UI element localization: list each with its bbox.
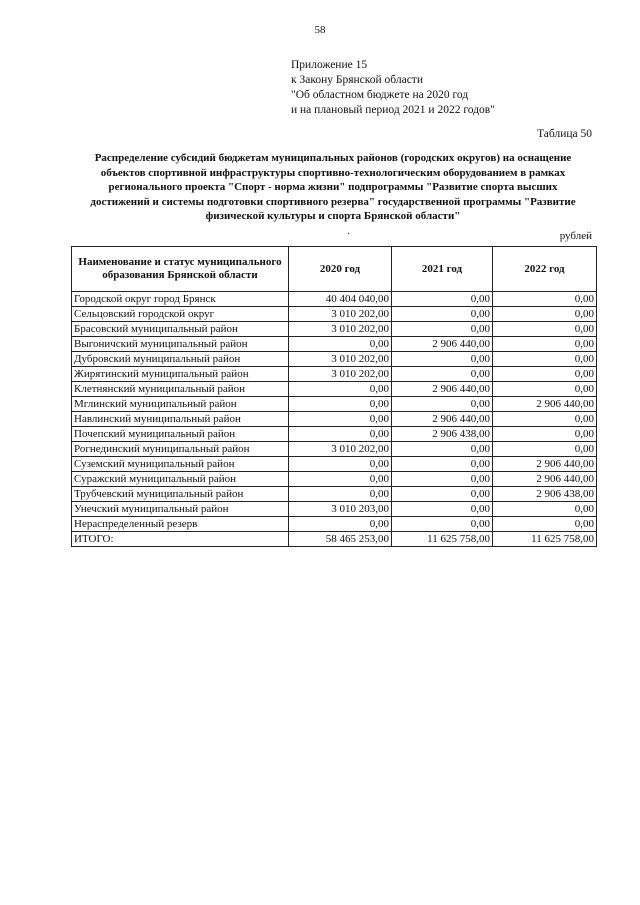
table-row [72, 307, 597, 322]
cell-2021: 0,00 [392, 367, 493, 382]
cell-2022: 0,00 [493, 352, 597, 367]
header-2021: 2021 год [392, 247, 493, 292]
cell-total-2021: 11 625 758,00 [392, 532, 493, 547]
cell-municipality: Клетнянский муниципальный район [72, 382, 289, 397]
table-header-row [72, 247, 597, 292]
cell-2020: 0,00 [289, 397, 392, 412]
cell-municipality: Нераспределенный резерв [72, 517, 289, 532]
cell-2022: 0,00 [493, 517, 597, 532]
table-row [72, 502, 597, 517]
cell-2021: 2 906 440,00 [392, 412, 493, 427]
table-label: Таблица 50 [537, 128, 592, 140]
cell-2020: 0,00 [289, 517, 392, 532]
table-row [72, 472, 597, 487]
appendix-line-3: "Об областном бюджете на 2020 год [291, 89, 469, 101]
cell-2021: 0,00 [392, 442, 493, 457]
cell-total-2022: 11 625 758,00 [493, 532, 597, 547]
cell-2020: 0,00 [289, 457, 392, 472]
cell-2021: 0,00 [392, 502, 493, 517]
title-line-5: физической культуры и спорта Брянской области" [205, 210, 461, 223]
cell-total-label: ИТОГО: [72, 532, 289, 547]
cell-2020: 3 010 202,00 [289, 352, 392, 367]
table-row [72, 517, 597, 532]
cell-municipality: Суражский муниципальный район [72, 472, 289, 487]
cell-municipality: Навлинский муниципальный район [72, 412, 289, 427]
cell-2020: 3 010 202,00 [289, 307, 392, 322]
cell-2022: 0,00 [493, 322, 597, 337]
scan-dot: · [347, 229, 351, 240]
cell-2022: 0,00 [493, 367, 597, 382]
cell-2021: 0,00 [392, 292, 493, 307]
cell-total-2020: 58 465 253,00 [289, 532, 392, 547]
appendix-line-4: и на плановый период 2021 и 2022 годов" [291, 104, 495, 116]
table-row [72, 367, 597, 382]
table-row [72, 442, 597, 457]
cell-2022: 0,00 [493, 337, 597, 352]
document-title [70, 151, 596, 224]
header-2022: 2022 год [493, 247, 597, 292]
table-row [72, 352, 597, 367]
table-row [72, 337, 597, 352]
cell-2020: 3 010 203,00 [289, 502, 392, 517]
table-total-row [72, 532, 597, 547]
cell-2022: 2 906 440,00 [493, 472, 597, 487]
cell-municipality: Трубчевский муниципальный район [72, 487, 289, 502]
cell-2022: 0,00 [493, 502, 597, 517]
table-row [72, 292, 597, 307]
cell-2021: 0,00 [392, 307, 493, 322]
title-line-4: достижений и системы подготовки спортивного резерва" государственной программы "Развитие [90, 195, 576, 208]
cell-2021: 0,00 [392, 352, 493, 367]
appendix-line-1: Приложение 15 [291, 59, 368, 71]
cell-2022: 0,00 [493, 427, 597, 442]
table-row [72, 397, 597, 412]
cell-municipality: Выгоничский муниципальный район [72, 337, 289, 352]
cell-2022: 0,00 [493, 412, 597, 427]
cell-2022: 2 906 440,00 [493, 397, 597, 412]
table-row [72, 322, 597, 337]
cell-municipality: Жирятинский муниципальный район [72, 367, 289, 382]
title-line-2: объектов спортивной инфраструктуры спортивно-технологическим оборудованием в рамках [100, 166, 566, 179]
cell-2021: 0,00 [392, 472, 493, 487]
cell-municipality: Дубровский муниципальный район [72, 352, 289, 367]
cell-2021: 0,00 [392, 457, 493, 472]
title-line-3: регионального проекта "Спорт - норма жизни" подпрограммы "Развитие спорта высших [108, 181, 558, 194]
cell-municipality: Мглинский муниципальный район [72, 397, 289, 412]
cell-municipality: Суземский муниципальный район [72, 457, 289, 472]
cell-2021: 0,00 [392, 322, 493, 337]
subsidy-table [71, 246, 597, 547]
title-line-1: Распределение субсидий бюджетам муниципальных районов (городских округов) на оснащение [94, 152, 572, 164]
cell-2020: 0,00 [289, 337, 392, 352]
cell-municipality: Унечский муниципальный район [72, 502, 289, 517]
currency-units: рублей [559, 230, 592, 242]
cell-2021: 2 906 438,00 [392, 427, 493, 442]
table-row [72, 412, 597, 427]
cell-2021: 0,00 [392, 517, 493, 532]
cell-2020: 3 010 202,00 [289, 442, 392, 457]
cell-2021: 2 906 440,00 [392, 337, 493, 352]
cell-2022: 2 906 440,00 [493, 457, 597, 472]
cell-municipality: Почепский муниципальный район [72, 427, 289, 442]
cell-2022: 2 906 438,00 [493, 487, 597, 502]
cell-2020: 0,00 [289, 487, 392, 502]
cell-municipality: Рогнединский муниципальный район [72, 442, 289, 457]
cell-municipality: Сельцовский городской округ [72, 307, 289, 322]
table-row [72, 487, 597, 502]
table-row [72, 382, 597, 397]
header-municipality: Наименование и статус муниципального образования Брянской области [72, 247, 289, 292]
cell-2021: 0,00 [392, 397, 493, 412]
cell-2020: 0,00 [289, 427, 392, 442]
cell-2020: 0,00 [289, 472, 392, 487]
cell-2020: 3 010 202,00 [289, 322, 392, 337]
cell-2022: 0,00 [493, 307, 597, 322]
cell-2020: 0,00 [289, 382, 392, 397]
page-number: 58 [314, 24, 326, 36]
appendix-block [291, 58, 495, 118]
appendix-line-2: к Закону Брянской области [291, 74, 423, 86]
header-2020: 2020 год [289, 247, 392, 292]
cell-2020: 3 010 202,00 [289, 367, 392, 382]
table-row [72, 457, 597, 472]
cell-2021: 2 906 440,00 [392, 382, 493, 397]
cell-2022: 0,00 [493, 292, 597, 307]
cell-2021: 0,00 [392, 487, 493, 502]
cell-municipality: Брасовский муниципальный район [72, 322, 289, 337]
cell-municipality: Городской округ город Брянск [72, 292, 289, 307]
cell-2022: 0,00 [493, 442, 597, 457]
table-row [72, 427, 597, 442]
cell-2020: 0,00 [289, 412, 392, 427]
cell-2020: 40 404 040,00 [289, 292, 392, 307]
cell-2022: 0,00 [493, 382, 597, 397]
